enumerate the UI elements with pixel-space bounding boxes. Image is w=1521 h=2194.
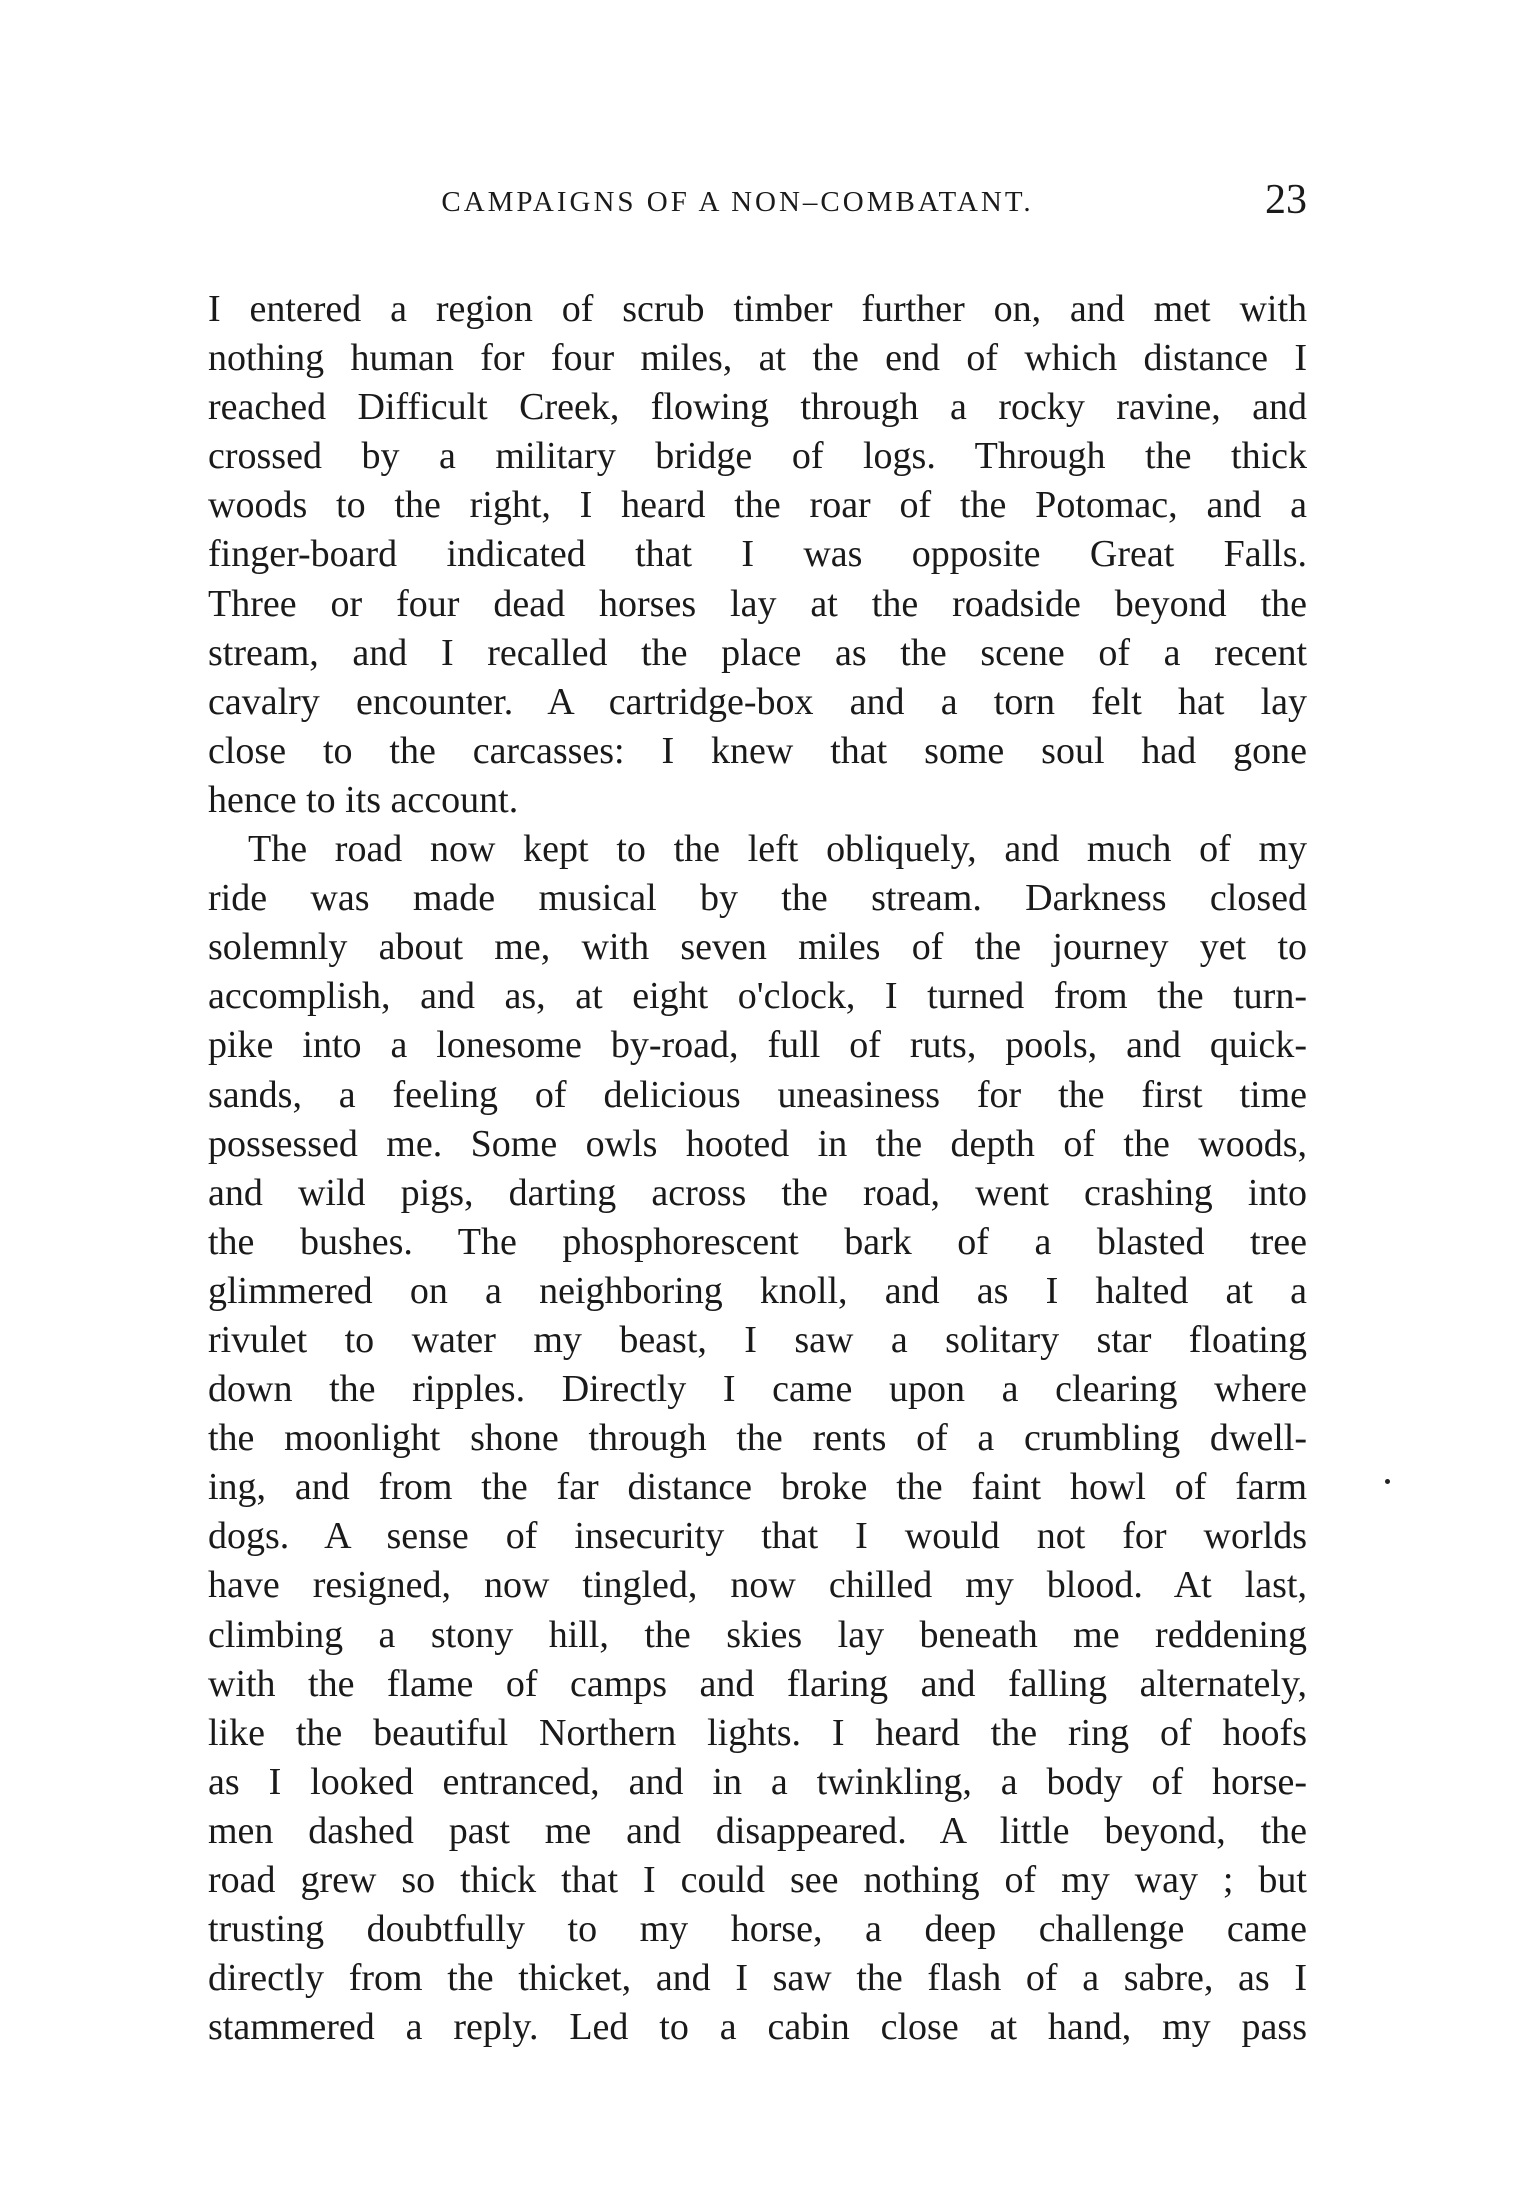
- text-line: the moonlight shone through the rents of a crumbling dwell-: [208, 1417, 1307, 1460]
- text-line: rivulet to water my beast, I saw a solitary star floating: [208, 1318, 1307, 1361]
- text-line: trusting doubtfully to my horse, a deep challenge came: [208, 1908, 1307, 1951]
- text-line: cavalry encounter. A cartridge-box and a torn felt hat lay: [208, 680, 1307, 723]
- text-line: with the flame of camps and flaring and falling alternately,: [208, 1662, 1307, 1705]
- text-line: stream, and I recalled the place as the scene of a recent: [208, 631, 1307, 674]
- text-line: as I looked entranced, and in a twinkling, a body of horse-: [208, 1760, 1307, 1803]
- text-line: and wild pigs, darting across the road, went crashing into: [208, 1171, 1307, 1214]
- text-line: men dashed past me and disappeared. A little beyond, the: [208, 1809, 1307, 1852]
- text-line: close to the carcasses: I knew that some soul had gone: [208, 729, 1307, 772]
- text-line: crossed by a military bridge of logs. Through the thick: [208, 435, 1307, 478]
- page-number: 23: [1265, 177, 1307, 223]
- text-line: pike into a lonesome by-road, full of ruts, pools, and quick-: [208, 1024, 1307, 1067]
- text-line: have resigned, now tingled, now chilled my blood. At last,: [208, 1564, 1307, 1607]
- text-line: ride was made musical by the stream. Darkness closed: [208, 877, 1307, 920]
- text-line: possessed me. Some owls hooted in the depth of the woods,: [208, 1122, 1307, 1165]
- text-line: reached Difficult Creek, flowing through a rocky ravine, and: [208, 386, 1307, 429]
- text-line: road grew so thick that I could see nothing of my way ; but: [208, 1859, 1307, 1901]
- body-text: [208, 285, 1307, 2052]
- text-line: glimmered on a neighboring knoll, and as I halted at a: [208, 1269, 1307, 1312]
- page-header: [208, 176, 1307, 226]
- text-line: accomplish, and as, at eight o'clock, I turned from the turn-: [208, 975, 1307, 1018]
- text-line: stammered a reply. Led to a cabin close at hand, my pass: [208, 2006, 1307, 2049]
- running-title: CAMPAIGNS OF A NON–COMBATANT.: [441, 186, 1034, 218]
- text-line: sands, a feeling of delicious uneasiness for the first time: [208, 1073, 1307, 1116]
- text-line: hence to its account.: [208, 778, 519, 821]
- text-line: finger-board indicated that I was opposite Great Falls.: [208, 533, 1307, 576]
- text-line: Three or four dead horses lay at the roadside beyond the: [208, 582, 1307, 625]
- text-line: I entered a region of scrub timber further on, and met with: [208, 288, 1307, 330]
- text-line: dogs. A sense of insecurity that I would not for worlds: [208, 1515, 1307, 1558]
- text-line: like the beautiful Northern lights. I heard the ring of hoofs: [208, 1711, 1307, 1754]
- text-line: nothing human for four miles, at the end of which distance I: [208, 337, 1307, 380]
- text-line: the bushes. The phosphorescent bark of a blasted tree: [208, 1220, 1307, 1263]
- text-line: directly from the thicket, and I saw the flash of a sabre, as I: [208, 1957, 1307, 2000]
- text-line: The road now kept to the left obliquely, and much of my: [248, 828, 1307, 871]
- text-line: woods to the right, I heard the roar of the Potomac, and a: [208, 484, 1307, 527]
- text-line: ing, and from the far distance broke the faint howl of farm: [208, 1466, 1307, 1509]
- text-line: climbing a stony hill, the skies lay beneath me reddening: [208, 1613, 1307, 1656]
- print-speck: [1385, 1479, 1390, 1484]
- text-line: solemnly about me, with seven miles of the journey yet to: [208, 926, 1307, 969]
- text-line: down the ripples. Directly I came upon a clearing where: [208, 1368, 1307, 1411]
